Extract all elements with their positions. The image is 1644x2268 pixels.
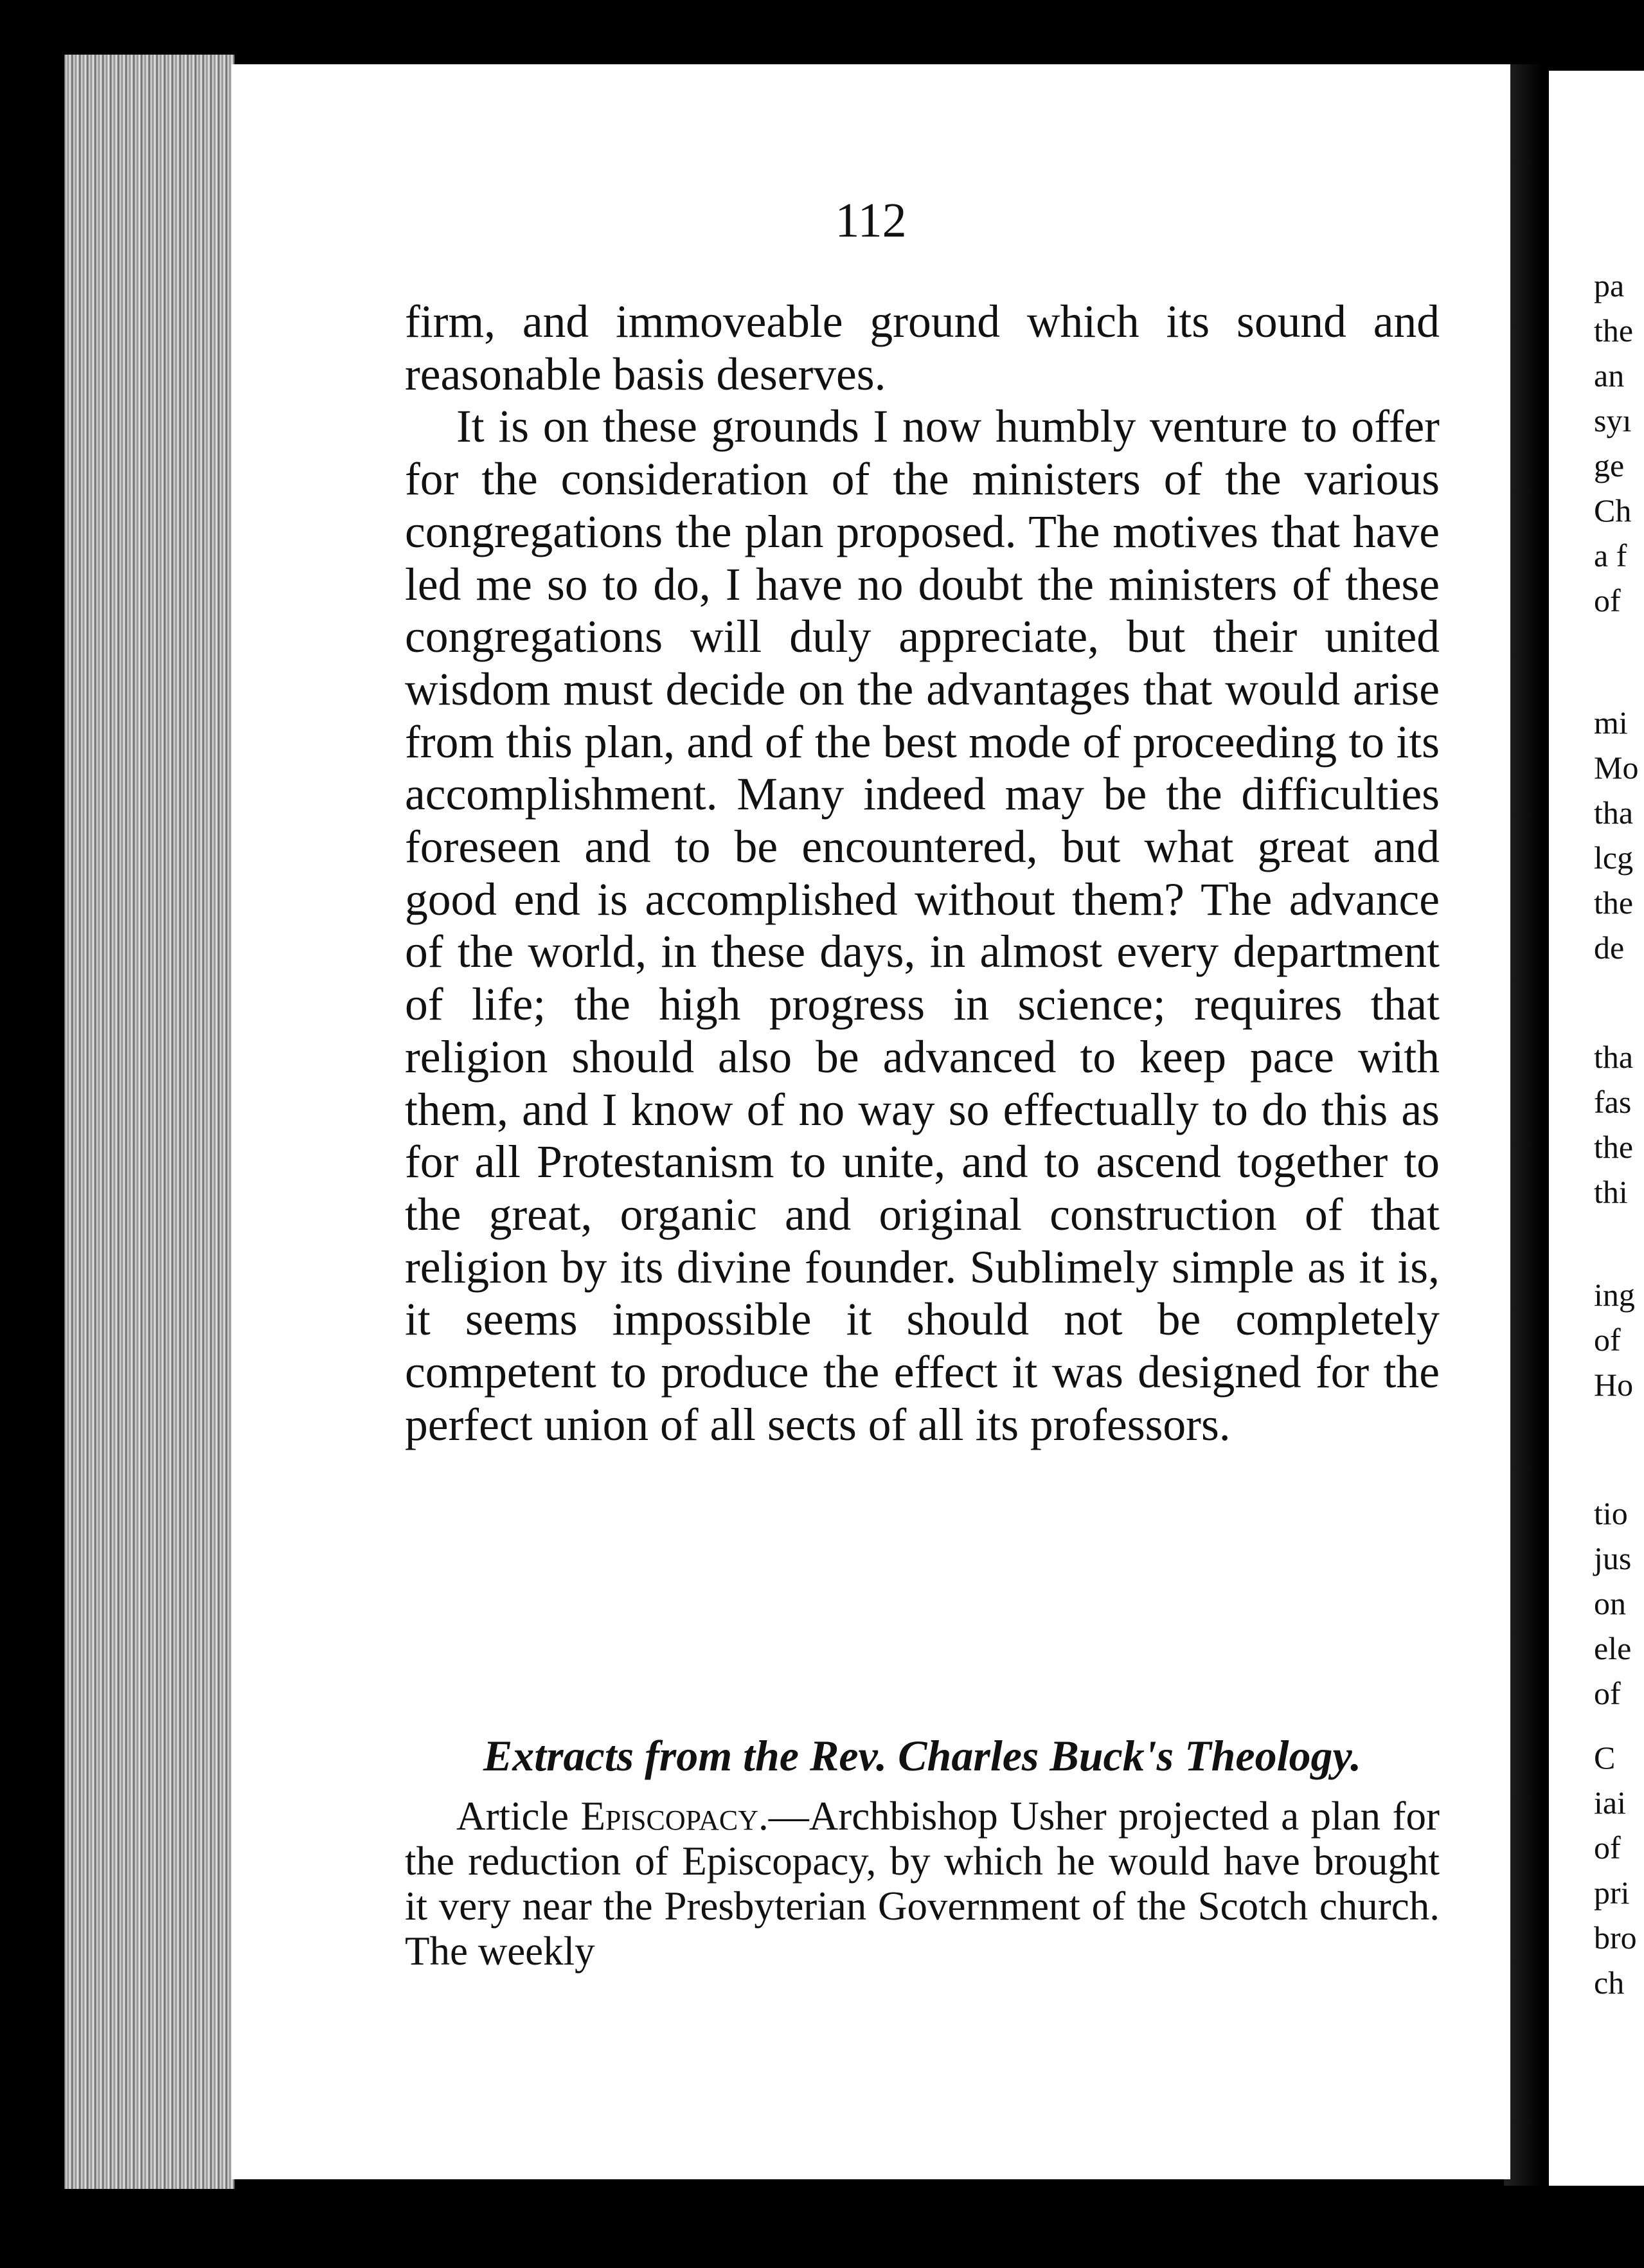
facing-fragment: Mo <box>1594 750 1639 786</box>
facing-fragment: ch <box>1594 1965 1625 2001</box>
article-label: Article <box>456 1794 569 1839</box>
facing-fragment: the <box>1594 1129 1634 1165</box>
facing-fragment: tha <box>1594 1039 1634 1075</box>
facing-fragment: thi <box>1594 1174 1628 1210</box>
facing-fragment: the <box>1594 312 1634 348</box>
facing-fragment: the <box>1594 885 1634 921</box>
facing-page <box>1549 71 1644 2186</box>
facing-fragment: on <box>1594 1585 1626 1621</box>
extract-paragraph <box>405 1794 1440 1974</box>
facing-fragment: Ch <box>1594 492 1632 528</box>
facing-fragment: of <box>1594 1675 1621 1711</box>
facing-fragment: C <box>1594 1740 1616 1776</box>
facing-fragment: an <box>1594 357 1625 393</box>
page-number: 112 <box>835 194 907 248</box>
extract-text <box>405 1794 1440 1974</box>
facing-fragment: of <box>1594 1830 1621 1866</box>
section-heading: Extracts from the Rev. Charles Buck's Theology. <box>483 1731 1362 1780</box>
page-edges <box>64 55 235 2189</box>
facing-fragment: ge <box>1594 447 1625 483</box>
facing-fragment: ing <box>1594 1277 1635 1313</box>
facing-fragment: tha <box>1594 795 1634 831</box>
facing-fragment: pa <box>1594 267 1625 303</box>
facing-fragment: mi <box>1594 705 1628 741</box>
facing-fragment: de <box>1594 930 1625 966</box>
book-page <box>231 64 1510 2179</box>
facing-fragment: jus <box>1594 1540 1632 1576</box>
facing-fragment: bro <box>1594 1920 1637 1956</box>
facing-fragment: pri <box>1594 1875 1630 1911</box>
facing-fragment: tio <box>1594 1495 1628 1531</box>
paragraph: It is on these grounds I now humbly venture to offer for the consideration of the ministers of the various congregations the plan proposed. The motives that have led me so to do, I have no doubt the ministers of these congregations will duly appreciate, but their united wisdom must decide on the advantages that would arise from this plan, and of the best mode of proceeding to its accomplishment. Many indeed may be the difficulties foreseen and to be encountered, but what great and good end is accomplished without them? The advance of the world, in these days, in almost every department of life; the high progress in science; requires that religion should also be advanced to keep pace with them, and I know of no way so effectually to do this as for all Protestanism to unite, and to ascend together to the great, organic and original construction of that religion by its divine founder. Sublimely simple as it is, it seems impossible it should not be completely competent to produce the effect it was designed for the perfect union of all sects of all its professors. <box>405 401 1440 1450</box>
facing-fragment: fas <box>1594 1084 1632 1120</box>
body-text <box>405 296 1440 1451</box>
article-title: Episcopacy. <box>580 1794 769 1839</box>
facing-fragment: lcg <box>1594 840 1634 876</box>
facing-fragment: syı <box>1594 402 1632 438</box>
facing-fragment: iai <box>1594 1785 1626 1821</box>
facing-fragment: of <box>1594 1322 1621 1358</box>
facing-fragment: ele <box>1594 1630 1632 1666</box>
facing-fragment: Ho <box>1594 1367 1634 1403</box>
extract-body: —Archbishop Usher projected a plan for the reduction of Episcopacy, by which he would have brought it very near the Presbyterian Government of the Scotch church. The weekly <box>405 1794 1440 1974</box>
facing-fragment: a f <box>1594 537 1627 573</box>
paragraph-continued: firm, and immoveable ground which its sound and reasonable basis deserves. <box>405 296 1440 400</box>
facing-fragment: of <box>1594 582 1621 618</box>
